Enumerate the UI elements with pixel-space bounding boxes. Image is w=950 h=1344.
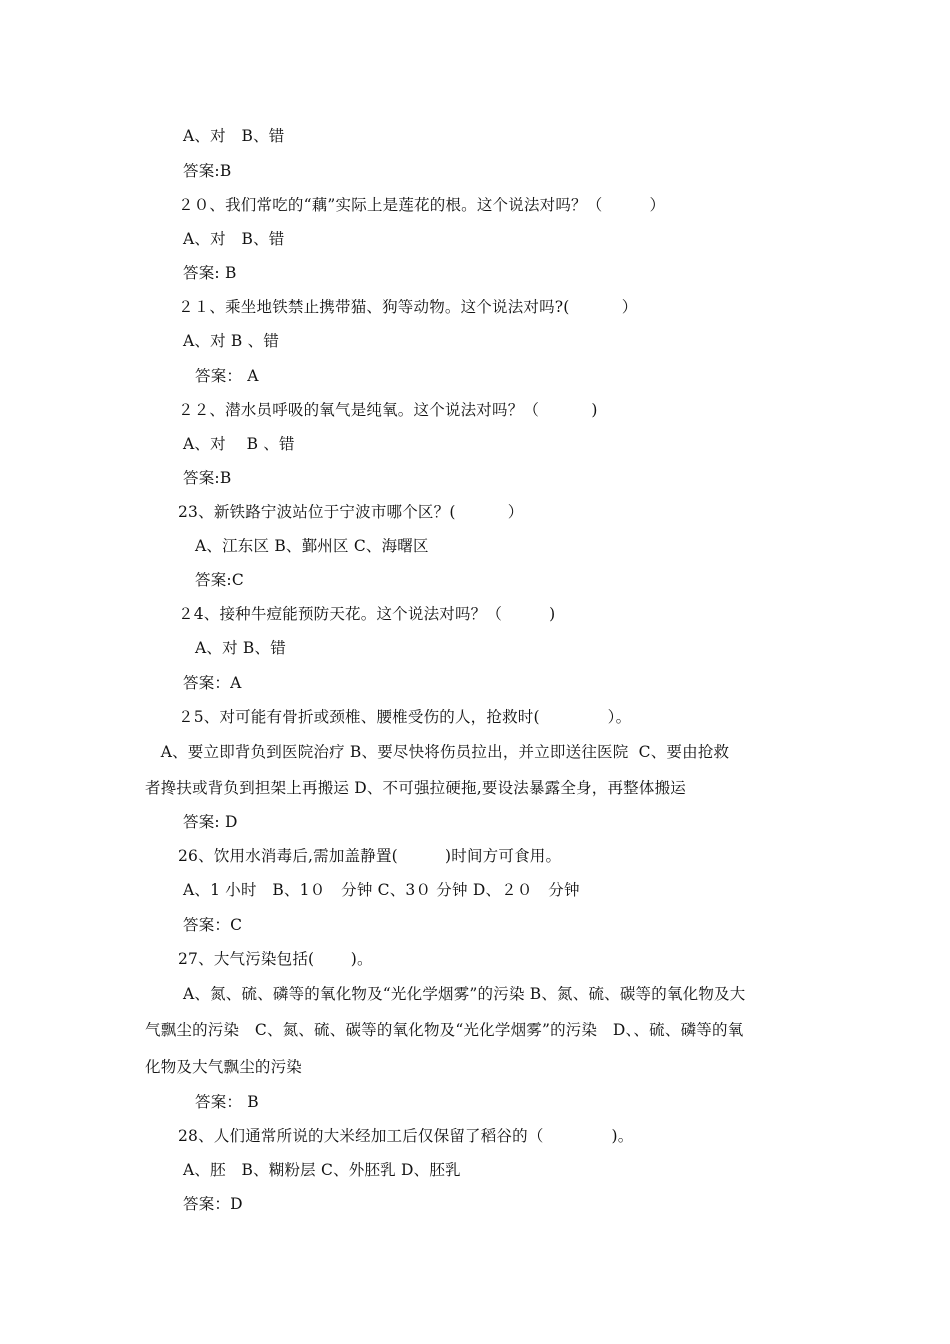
q25-question: ２5、对可能有骨折或颈椎、腰椎受伤的人，抢救时( ）。 bbox=[178, 708, 632, 726]
q28-question: 28、人们通常所说的大米经加工后仅保留了稻谷的（ )。 bbox=[178, 1127, 634, 1145]
q22-options: A、对 B 、错 bbox=[183, 435, 295, 453]
q26-options: A、1 小时 B、1０ 分钟 C、3０ 分钟 D、２０ 分钟 bbox=[183, 881, 580, 899]
q27-options-line1: A、氮、硫、磷等的氧化物及“光化学烟雾”的污染 B、氮、硫、碳等的氧化物及大 bbox=[183, 985, 746, 1003]
q27-options-line3: 化物及大气飘尘的污染 bbox=[145, 1058, 303, 1076]
q21-question: ２１、乘坐地铁禁止携带猫、狗等动物。这个说法对吗?( ） bbox=[178, 298, 638, 316]
q25-options-line1: A、要立即背负到医院治疗 B、要尽快将伤员拉出，并立即送往医院 C、要由抢救 bbox=[145, 743, 730, 761]
q21-options: A、对 B 、错 bbox=[183, 332, 280, 350]
q24-answer: 答案：A bbox=[183, 674, 242, 692]
q20-answer: 答案: B bbox=[183, 264, 237, 282]
q25-options-line2: 者搀扶或背负到担架上再搬运 D、不可强拉硬拖,要设法暴露全身，再整体搬运 bbox=[145, 779, 686, 797]
q23-options: A、江东区 B、鄞州区 C、海曙区 bbox=[195, 537, 429, 555]
q28-options: A、胚 B、糊粉层 C、外胚乳 D、胚乳 bbox=[183, 1161, 461, 1179]
q19-options: A、对 B、错 bbox=[183, 127, 285, 145]
q27-options-line2: 气飘尘的污染 C、氮、硫、碳等的氧化物及“光化学烟雾”的污染 D、、硫、磷等的氧 bbox=[145, 1021, 744, 1039]
q24-options: A、对 B、错 bbox=[195, 639, 286, 657]
q27-question: 27、大气污染包括( )。 bbox=[178, 950, 373, 968]
q23-question: 23、新铁路宁波站位于宁波市哪个区？( ） bbox=[178, 503, 524, 521]
q20-options: A、对 B、错 bbox=[183, 230, 285, 248]
q20-question: ２０、我们常吃的“藕”实际上是莲花的根。这个说法对吗？（ ） bbox=[178, 196, 666, 214]
q26-answer: 答案：C bbox=[183, 916, 243, 934]
q21-answer: 答案： A bbox=[195, 367, 259, 385]
q22-question: ２２、潜水员呼吸的氧气是纯氧。这个说法对吗？（ ) bbox=[178, 401, 598, 419]
q19-answer: 答案:B bbox=[183, 162, 232, 180]
q28-answer: 答案：D bbox=[183, 1195, 243, 1213]
q22-answer: 答案:B bbox=[183, 469, 232, 487]
q23-answer: 答案:C bbox=[195, 571, 244, 589]
q27-answer: 答案： B bbox=[195, 1093, 259, 1111]
q24-question: ２4、接种牛痘能预防天花。这个说法对吗？（ ) bbox=[178, 605, 556, 623]
q25-answer: 答案: D bbox=[183, 813, 238, 831]
q26-question: 26、饮用水消毒后,需加盖静置( )时间方可食用。 bbox=[178, 847, 562, 865]
